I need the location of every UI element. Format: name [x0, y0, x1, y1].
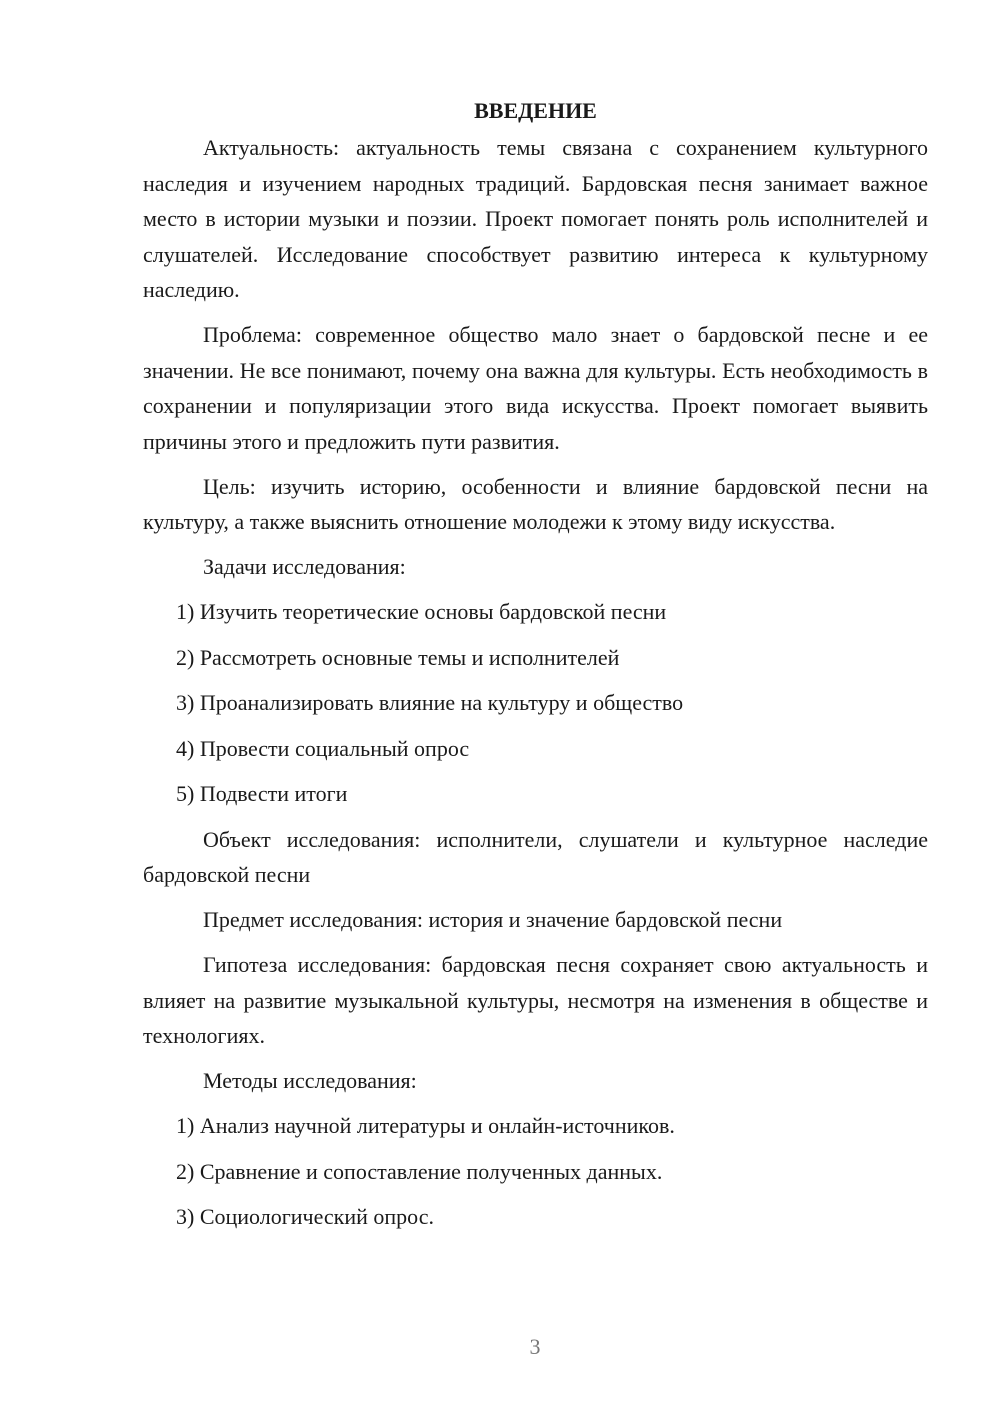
subject-paragraph: Предмет исследования: история и значение бардовской песни: [203, 907, 783, 932]
goal-paragraph: Цель: изучить историю, особенности и влияние бардовской песни на культуру, а также выяснить отношение молодежи к этому виду искусства.: [143, 473, 928, 534]
list-item: 5) Подвести итоги: [176, 781, 348, 806]
page-number: 3: [529, 1334, 541, 1359]
relevance-paragraph: Актуальность: актуальность темы связана с сохранением культурного наследия и изучением народных традиций. Бардовская песня занимает важное место в истории музыки и поэзии. Проект помогает понять роль исполнителей и слушателей. Исследование способствует развитию интереса к культурному наследию.: [143, 135, 928, 302]
page-title: ВВЕДЕНИЕ: [474, 98, 597, 123]
methods-heading: Методы исследования:: [203, 1068, 417, 1093]
list-item: 1) Изучить теоретические основы бардовской песни: [176, 599, 667, 624]
document-page: [143, 96, 928, 1245]
tasks-list: [143, 594, 928, 812]
list-item: 1) Анализ научной литературы и онлайн-источников.: [176, 1113, 675, 1138]
list-item: 3) Проанализировать влияние на культуру и общество: [176, 690, 684, 715]
list-item: 4) Провести социальный опрос: [176, 735, 470, 761]
list-item: 2) Сравнение и сопоставление полученных данных.: [176, 1158, 663, 1184]
object-paragraph: Объект исследования: исполнители, слушатели и культурное наследие бардовской песни: [143, 826, 928, 887]
tasks-heading: Задачи исследования:: [203, 554, 406, 579]
problem-paragraph: Проблема: современное общество мало знает о бардовской песне и ее значении. Не все понимают, почему она важна для культуры. Есть необходимость в сохранении и популяризации этого вида искусства. Проект помогает выявить причины этого и предложить пути развития.: [143, 322, 928, 454]
hypothesis-paragraph: Гипотеза исследования: бардовская песня сохраняет свою актуальность и влияет на развитие музыкальной культуры, несмотря на изменения в обществе и технологиях.: [143, 952, 928, 1048]
list-item: 3) Социологический опрос.: [176, 1204, 434, 1229]
list-item: 2) Рассмотреть основные темы и исполнителей: [176, 644, 620, 670]
methods-list: [143, 1108, 928, 1235]
